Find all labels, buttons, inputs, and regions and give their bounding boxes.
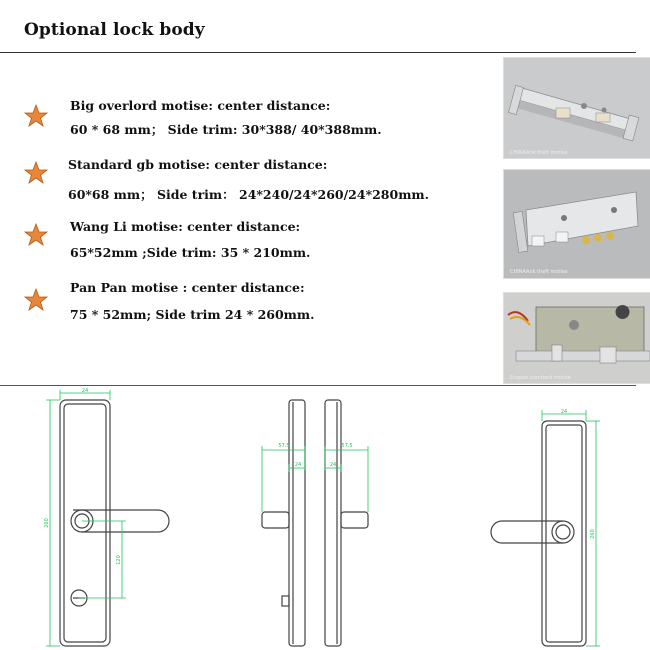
side-view-dimensions [262, 446, 368, 512]
dim-depth-b: 57.5 [341, 443, 353, 449]
star-icon [24, 161, 48, 185]
mortise-photo-3 [503, 292, 650, 384]
front-view-dimensions [46, 390, 126, 646]
option-spec: 60*68 mm； Side trim： 24*240/24*260/24*280mm. [68, 187, 429, 202]
technical-drawings [0, 388, 650, 650]
side-view-drawing-b [325, 400, 368, 646]
dim-center-left: 120 [116, 555, 122, 565]
side-view-drawing-a [262, 400, 305, 646]
option-spec: 60 * 68 mm； Side trim: 30*388/ 40*388mm. [70, 122, 382, 137]
mortise-photo-2 [503, 169, 650, 279]
section-divider [0, 385, 636, 386]
dim-height-right: 260 [590, 529, 596, 539]
dim-depth-a: 57.5 [278, 443, 290, 449]
photo-caption: CHINAAnk theft motise [510, 269, 568, 275]
mortise-photo-1 [503, 57, 650, 159]
option-title: Big overlord motise: center distance: [70, 98, 331, 113]
dim-width-right: 24 [560, 409, 568, 415]
front-view-drawing [60, 400, 169, 646]
dim-thick-b: 24 [329, 462, 337, 468]
option-title: Standard gb motise: center distance: [68, 157, 328, 172]
back-view-dimensions [542, 410, 600, 646]
option-spec: 65*52mm ;Side trim: 35 * 210mm. [70, 245, 311, 260]
dim-height-left: 260 [44, 518, 50, 528]
star-icon [24, 288, 48, 312]
option-title: Wang Li motise: center distance: [70, 219, 301, 234]
star-icon [24, 104, 48, 128]
dim-thick-a: 24 [294, 462, 302, 468]
page-title: Optional lock body [24, 20, 205, 40]
back-view-drawing [491, 421, 586, 646]
photo-caption: Ecopan standard motise [510, 375, 571, 381]
photo-caption: CHINAAnk theft motise [510, 150, 568, 156]
option-title: Pan Pan motise : center distance: [70, 280, 305, 295]
option-spec: 75 * 52mm; Side trim 24 * 260mm. [70, 307, 315, 322]
star-icon [24, 223, 48, 247]
title-divider [0, 52, 636, 53]
dim-width-left: 24 [81, 388, 89, 394]
